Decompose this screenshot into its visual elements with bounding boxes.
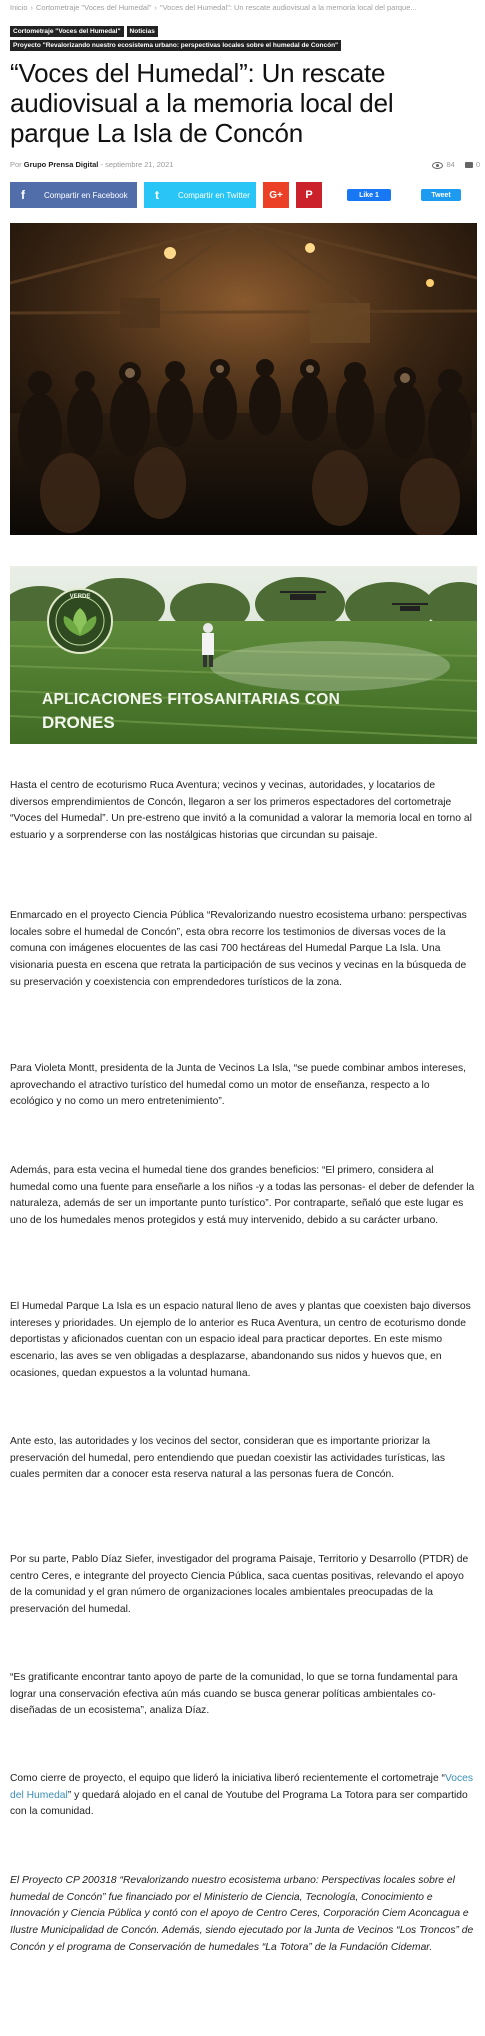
eye-icon [432,162,443,169]
by-label: Por [10,160,22,169]
drone-field-image [10,566,477,744]
share-pinterest-button[interactable]: P [296,182,322,208]
date-separator: - [100,160,103,169]
facebook-like-button[interactable]: Like 1 [347,189,391,201]
breadcrumb-current: "Voces del Humedal": Un rescate audiovisual a la memoria local del parque... [159,3,417,12]
share-googleplus-button[interactable]: G+ [263,182,289,208]
tag-proyecto[interactable]: Proyecto "Revalorizando nuestro ecosistema urbano: perspectivas locales sobre el humedal de Concón" [10,40,341,51]
author-link[interactable]: Grupo Prensa Digital [23,160,99,169]
paragraph-3: Para Violeta Montt, presidenta de la Junta de Vecinos La Isla, “se puede combinar ambos intereses, aprovechando el atractivo turístico del humedal como un motor de enseñanza, respecto a lo ecológico y no como un mero entretenimiento”. [10,1063,467,1108]
paragraph-4: Además, para esta vecina el humedal tiene dos grandes beneficios: “El primero, considera al humedal como una fuente para enseñarle a los niños -y a todas las personas- el deber de defender la naturaleza, además de ser un importante punto turístico”. Por contraparte, señaló que este lugar es uno de los humedales menos protegidos y está muy intervenido, debido a su carácter urbano. [10,1165,475,1227]
drone-banner [10,566,477,744]
article-meta [10,160,480,169]
view-count [432,160,454,169]
facebook-icon: f [21,188,25,202]
tag-cortometraje[interactable]: Cortometraje "Voces del Humedal" [10,26,124,37]
category-tags-row-2 [10,34,480,52]
breadcrumb-section[interactable]: Cortometraje "Voces del Humedal" [36,3,152,12]
share-facebook-button[interactable] [10,182,137,208]
paragraph-9 [10,1771,475,1821]
tweet-button[interactable]: Tweet [421,189,461,201]
paragraph-10-credits: El Proyecto CP 200318 “Revalorizando nuestro ecosistema urbano: Perspectivas locales sobre el humedal de Concón” fue financiado por el Ministerio de Ciencia, Tecnología, Conocimiento e Innovación y Ciencia Pública y contó con el apoyo de Centro Ceres, Corporación Ciem Aconcagua e Ilustre Municipalidad de Concón. Además, siendo ejecutado por la Junta de Vecinos “Los Troncos” de Concón y el programa de Conservación de humedales “La Totora” de la Fundación Cidemar. [10,1875,474,1953]
comment-count[interactable] [465,160,480,169]
view-count-value: 84 [446,160,455,169]
paragraph-2: Enmarcado en el proyecto Ciencia Pública “Revalorizando nuestro ecosistema urbano: perspectivas locales sobre el humedal de Concón”, esta obra recorre los testimonios de diversas voces de la comuna con imágenes elocuentes de las casi 700 hectáreas del Humedal Parque La Isla. Una visionaria puesta en escena que retrata la participación de sus vecinos y vecinas en la búsqueda de su preservación y coexistencia con emprendedores turísticos de la zona. [10,910,467,988]
paragraph-8: “Es gratificante encontrar tanto apoyo de parte de la comunidad, lo que se torna fundamental para lograr una conservación efectiva aún más cuando se busca generar políticas ambientales co-diseñadas de un ecosistema”, analiza Díaz. [10,1672,458,1717]
comment-icon [465,162,473,168]
breadcrumb-separator: › [154,3,157,12]
logo-text: VERDE [69,594,91,600]
breadcrumb-home[interactable]: Inicio [10,3,28,12]
share-bar [10,182,480,208]
publish-date: septiembre 21, 2021 [105,160,174,169]
paragraph-7: Por su parte, Pablo Díaz Siefer, investigador del programa Paisaje, Territorio y Desarrollo (PTDR) de centro Ceres, e integrante del proyecto Ciencia Pública, saca cuentas positivas, relevando el apoyo de la comunidad y el gran número de organizaciones locales ambientales preocupadas de la preservación del humedal. [10,1554,469,1616]
banner-line-1: APLICACIONES FITOSANITARIAS CON [42,691,341,708]
voces-del-humedal-link[interactable]: Voces del Humedal [10,1773,474,1801]
article-photo [10,223,477,535]
screening-audience-image [10,223,477,535]
paragraph-1: Hasta el centro de ecoturismo Ruca Aventura; vecinos y vecinas, autoridades, y locatarios de diversos emprendimientos de Concón, llegaron a ser los primeros espectadores del cortometraje “Voces del Humedal”. Un pre-estreno que invitó a la comunidad a valorar la memoria local en torno al estuario y a sorprenderse con las nostálgicas historias que circundan su paisaje. [10,780,472,842]
paragraph-9-end: ” y quedará alojado en el canal de Youtube del Programa La Totora para ser compartido con la comunidad. [10,1789,468,1818]
breadcrumb [10,3,480,12]
share-facebook-label: Compartir en Facebook [44,190,128,200]
paragraph-9-start: Como cierre de proyecto, el equipo que lideró la iniciativa liberó recientemente el cortometraje “ [10,1773,445,1784]
comment-count-value: 0 [475,160,480,169]
banner-line-2: DRONES [42,713,115,732]
share-twitter-label: Compartir en Twitter [178,190,250,200]
share-twitter-button[interactable] [144,182,256,208]
tag-noticias[interactable]: Noticias [127,26,158,37]
paragraph-5: El Humedal Parque La Isla es un espacio natural lleno de aves y plantas que coexisten bajo diversos intereses y prioridades. Un ejemplo de lo anterior es Ruca Aventura, un centro de ecoturismo donde deportistas y aficionados cuentan con un espacio ideal para practicar deportes. En este mismo escenario, las aves se ven obligadas a desplazarse, abandonando sus nidos y huevos que, en ocasiones, quedan expuestos a la voluntad humana. [10,1301,471,1379]
twitter-icon: t [155,188,159,202]
article-title: “Voces del Humedal”: Un rescate audiovisual a la memoria local del parque La Isla de Concón [10,58,394,148]
breadcrumb-separator: › [30,3,34,12]
paragraph-6: Ante esto, las autoridades y los vecinos del sector, consideran que es importante priorizar la preservación del humedal, pero entendiendo que puedan coexistir las actividades turísticas, las cuales permiten dar a conocer esta reserva natural a las personas fuera de Concón. [10,1436,446,1481]
